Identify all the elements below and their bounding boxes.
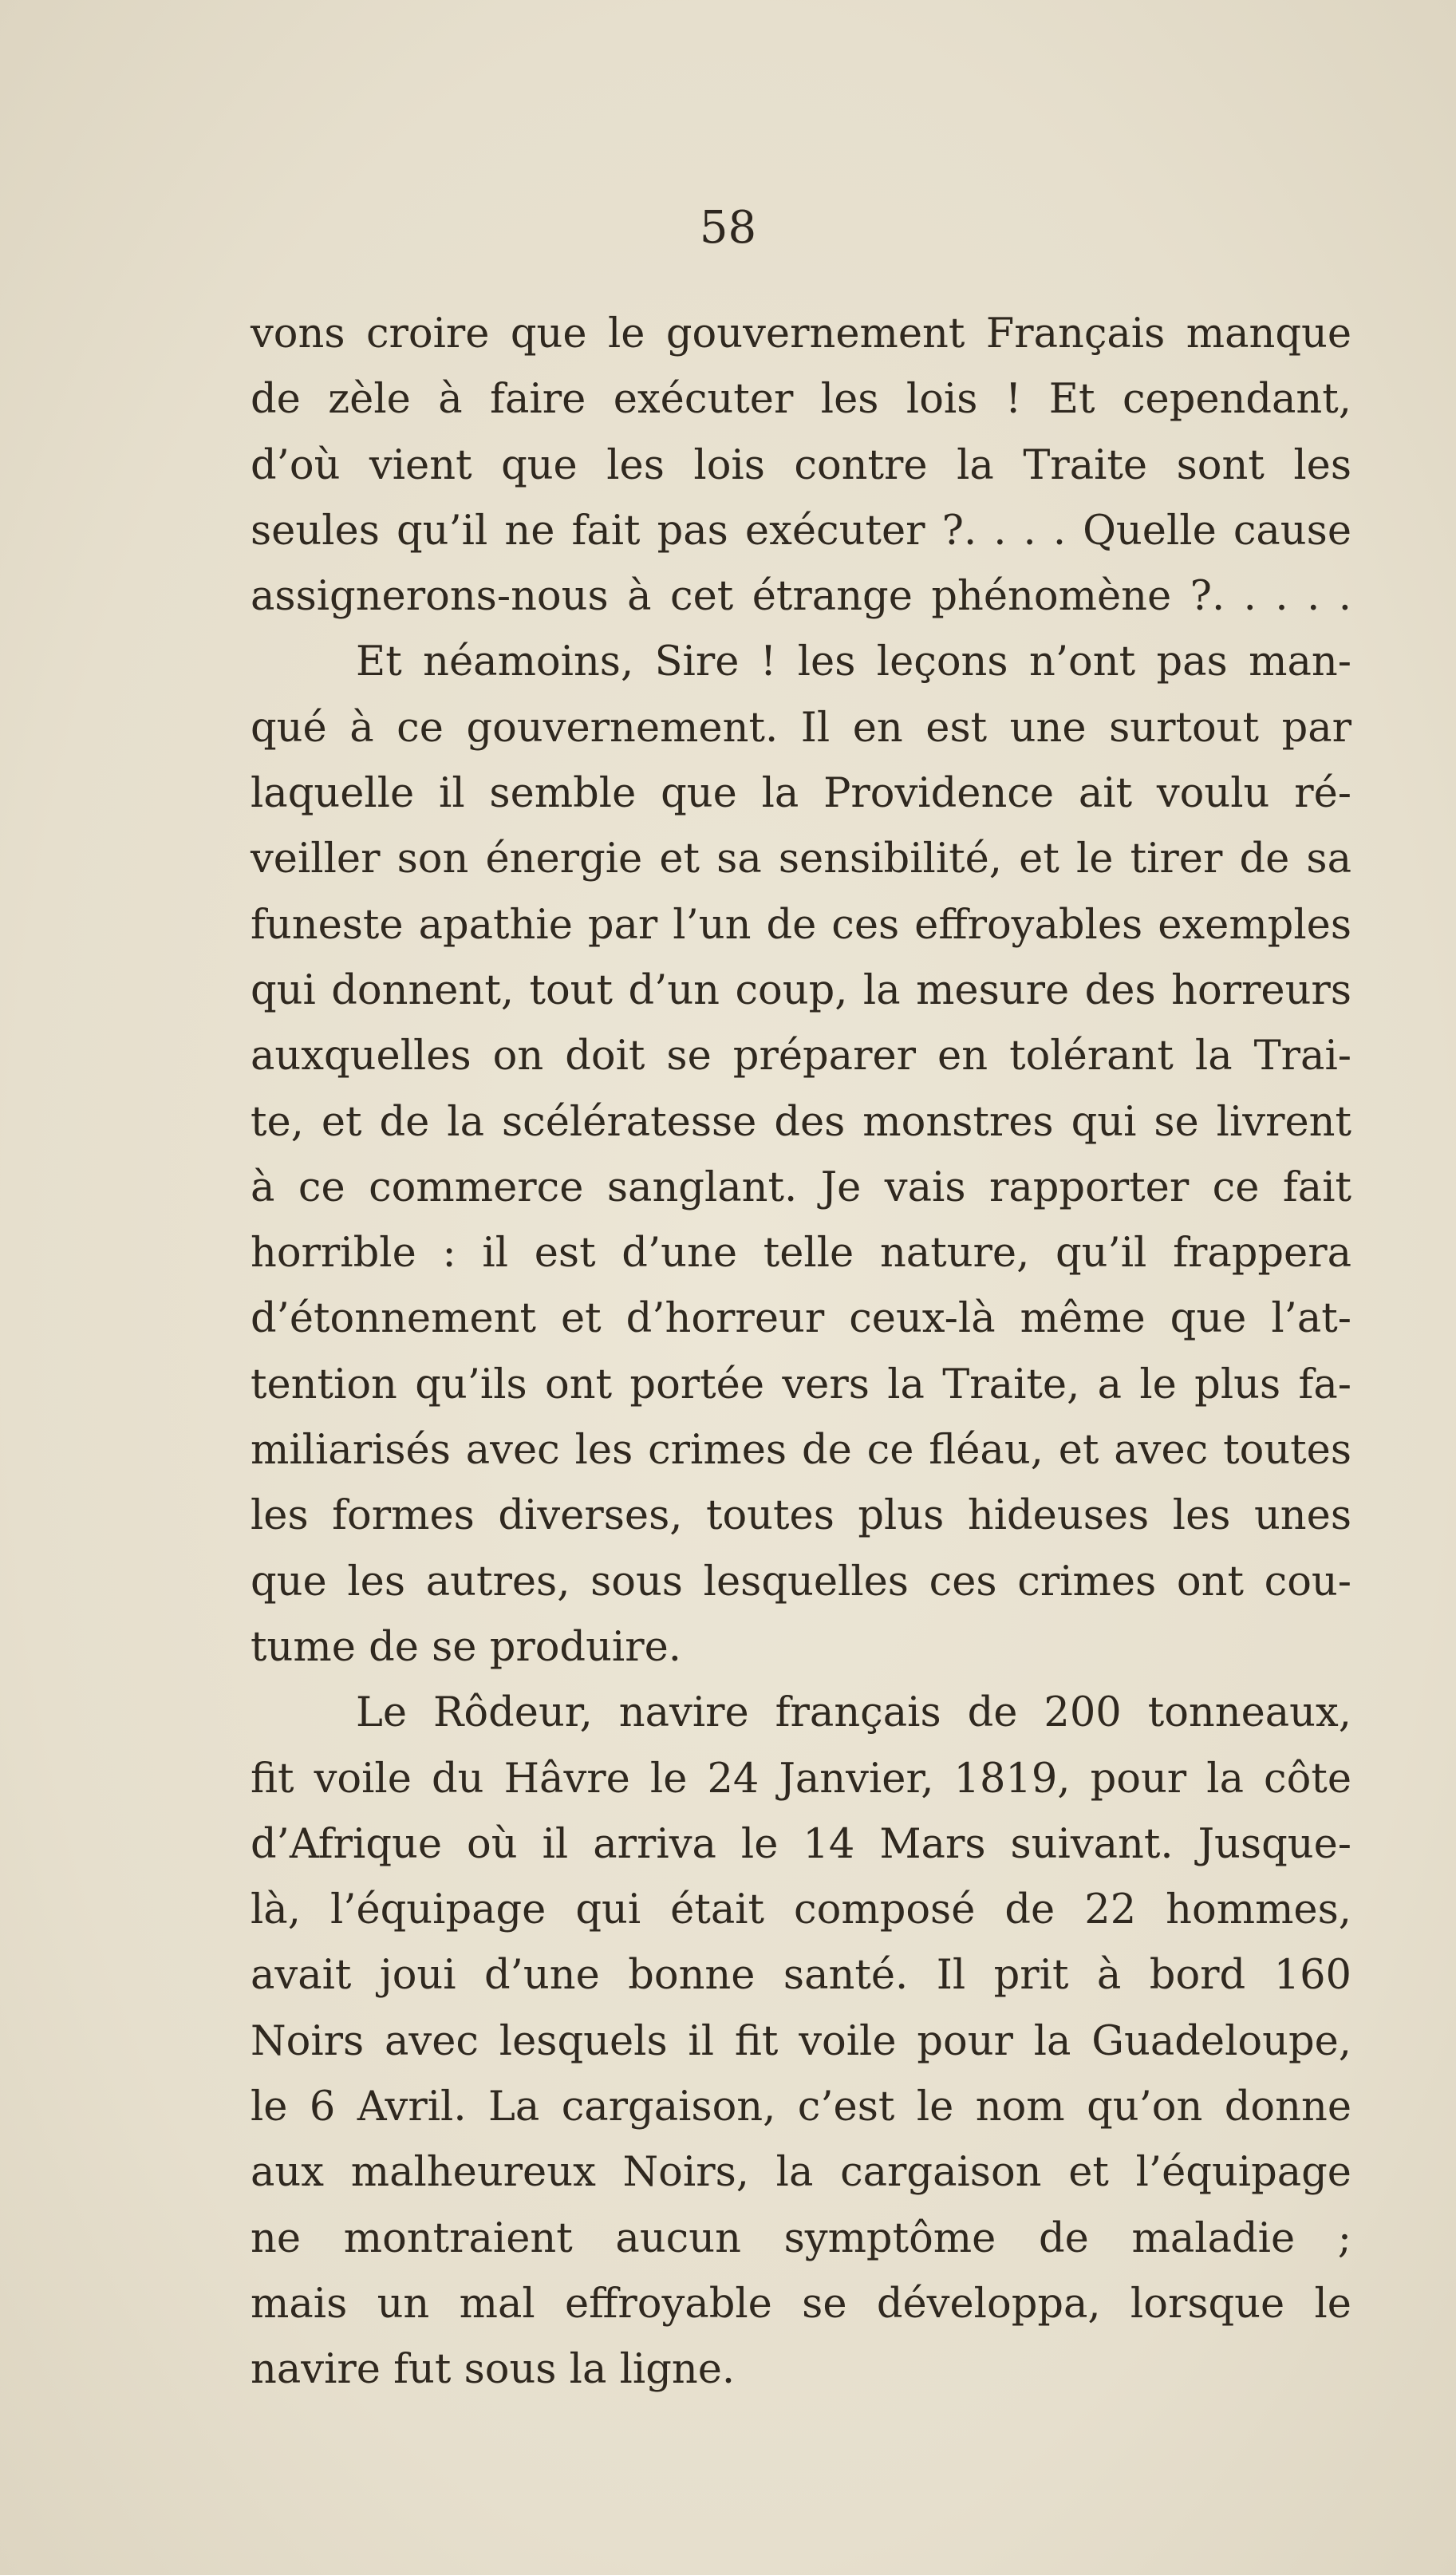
text-line: laquelle il semble que la Providence ait voulu ré- bbox=[251, 770, 1351, 818]
text-line: mais un mal effroyable se développa, lorsque le bbox=[251, 2280, 1351, 2328]
paragraph-start-line: Le Rôdeur, navire français de 200 tonneaux, bbox=[356, 1689, 1351, 1737]
text-line: seules qu’il ne fait pas exécuter ?. . . . Quelle cause bbox=[251, 507, 1351, 555]
text-line: horrible : il est d’une telle nature, qu’il frappera bbox=[251, 1230, 1351, 1278]
text-line: de zèle à faire exécuter les lois ! Et cependant, bbox=[251, 376, 1351, 424]
body-text bbox=[251, 302, 1351, 2403]
text-line: d’Afrique où il arriva le 14 Mars suivant. Jusque- bbox=[251, 1820, 1351, 1868]
text-line: qué à ce gouvernement. Il en est une surtout par bbox=[251, 704, 1351, 752]
text-line: auxquelles on doit se préparer en tolérant la Trai- bbox=[251, 1033, 1351, 1080]
text-line: te, et de la scélératesse des monstres qui se livrent bbox=[251, 1098, 1351, 1146]
paragraph-end-line: navire fut sous la ligne. bbox=[251, 2346, 736, 2394]
text-line: vons croire que le gouvernement Français manque bbox=[251, 310, 1351, 357]
text-line: assignerons-nous à cet étrange phénomène ?. . . . . bbox=[251, 573, 1351, 621]
text-line: tention qu’ils ont portée vers la Traite, a le plus fa- bbox=[251, 1361, 1351, 1408]
text-line: que les autres, sous lesquelles ces crimes ont cou- bbox=[251, 1558, 1351, 1605]
text-line: d’où vient que les lois contre la Traite sont les bbox=[251, 441, 1351, 489]
text-line: qui donnent, tout d’un coup, la mesure des horreurs bbox=[251, 966, 1351, 1014]
text-line: Noirs avec lesquels il fit voile pour la Guadeloupe, bbox=[251, 2017, 1351, 2065]
paragraph-end-line: tume de se produire. bbox=[251, 1623, 682, 1671]
text-line: ne montraient aucun symptôme de maladie ; bbox=[251, 2214, 1351, 2262]
text-line: d’étonnement et d’horreur ceux-là même que l’at- bbox=[251, 1295, 1351, 1343]
text-line: à ce commerce sanglant. Je vais rapporter ce fait bbox=[251, 1163, 1351, 1211]
text-line: aux malheureux Noirs, la cargaison et l’équipage bbox=[251, 2149, 1351, 2197]
text-line: là, l’équipage qui était composé de 22 hommes, bbox=[251, 1886, 1351, 1934]
text-line: les formes diverses, toutes plus hideuses les unes bbox=[251, 1492, 1351, 1540]
text-line: veiller son énergie et sa sensibilité, et le tirer de sa bbox=[251, 835, 1351, 883]
text-line: le 6 Avril. La cargaison, c’est le nom qu’on donne bbox=[251, 2083, 1351, 2131]
text-line: avait joui d’une bonne santé. Il prit à bord 160 bbox=[251, 1952, 1351, 2000]
paragraph-start-line: Et néamoins, Sire ! les leçons n’ont pas man- bbox=[356, 638, 1351, 686]
page-number: 58 bbox=[699, 202, 757, 254]
text-line: funeste apathie par l’un de ces effroyables exemples bbox=[251, 901, 1351, 949]
text-line: fit voile du Hâvre le 24 Janvier, 1819, pour la côte bbox=[251, 1755, 1351, 1803]
text-line: miliarisés avec les crimes de ce fléau, et avec toutes bbox=[251, 1427, 1351, 1475]
